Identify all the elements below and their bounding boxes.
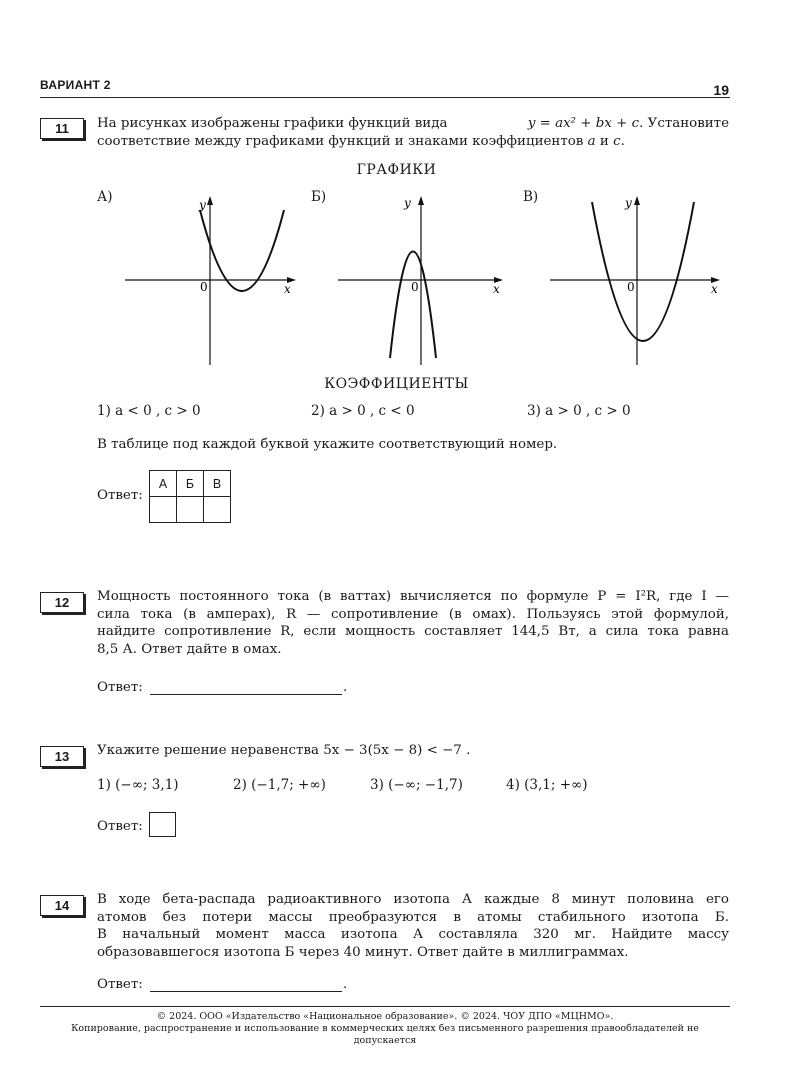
coef-option-2: 2) a > 0 , c < 0 (311, 403, 415, 419)
footer-notice: Копирование, распространение и использование в коммерческих целях без письменного разрешения правообладателей не допускается (71, 1023, 699, 1046)
q13-option-4: 4) (3,1; +∞) (506, 777, 588, 793)
answer-header-a: А (150, 471, 177, 497)
q13-option-3: 3) (−∞; −1,7) (370, 777, 463, 793)
q14-line-3: В начальный момент масса изотопа А составляла 320 мг. Найдите массу (97, 927, 729, 942)
q12-line-2: сила тока (в амперах), R — сопротивление (в омах). Пользуясь этой формулой, (97, 606, 729, 622)
answer-header-b: Б (177, 471, 204, 497)
answer-cell-c[interactable] (204, 497, 231, 523)
q12-line-3: найдите сопротивление R, если мощность составляет 144,5 Вт, а сила тока равна (97, 624, 729, 639)
q11-answer-label: Ответ: (97, 488, 143, 503)
q11-coef-c: c (613, 133, 621, 149)
q12-answer-label: Ответ: (97, 680, 143, 695)
q14-line-1: В ходе бета-распада радиоактивного изотопа А каждые 8 минут половина его (97, 892, 729, 907)
graph-c-origin: 0 (627, 280, 635, 294)
footer-divider (40, 1006, 730, 1007)
coefficients-heading: КОЭФФИЦИЕНТЫ (324, 376, 469, 392)
q14-line-4: образовавшегося изотопа Б через 40 минут. Ответ дайте в миллиграммах. (97, 944, 629, 960)
graph-c-y-arrow (634, 196, 640, 205)
q11-answer-table (149, 470, 231, 523)
question-number-13: 13 (40, 746, 84, 767)
graph-a-y-label: y (199, 198, 206, 212)
q13-answer-box[interactable] (149, 812, 176, 837)
q13-text: Укажите решение неравенства 5x − 3(5x − 8) < −7 . (97, 743, 471, 758)
graph-c (545, 190, 725, 370)
graph-c-x-label: x (711, 282, 718, 296)
graph-a (120, 190, 300, 370)
page-number: 19 (713, 82, 729, 98)
coef-option-1: 1) a < 0 , c > 0 (97, 403, 201, 419)
q11-text-line2: соответствие между графиками функций и знаками коэффициентов (97, 133, 584, 149)
q14-answer-label: Ответ: (97, 977, 143, 992)
question-number-14: 14 (40, 895, 84, 916)
footer-copyright: © 2024. ООО «Издательство «Национальное образование». © 2024. ЧОУ ДПО «МЦНМО». (156, 1011, 614, 1022)
q14-answer-period: . (343, 977, 348, 992)
graph-b-origin: 0 (411, 280, 419, 294)
variant-title: ВАРИАНТ 2 (40, 78, 111, 92)
graph-a-x-label: x (284, 282, 291, 296)
header-divider (40, 97, 730, 98)
q12-text (97, 588, 729, 658)
q14-answer-line[interactable] (150, 991, 342, 992)
q13-answer-label: Ответ: (97, 819, 143, 834)
graph-b-parabola (390, 252, 436, 359)
coef-option-3: 3) a > 0 , c > 0 (527, 403, 631, 419)
graph-b-y-arrow (418, 196, 424, 205)
q12-answer-period: . (343, 680, 348, 695)
q12-answer-line[interactable] (150, 694, 342, 695)
q13-option-2: 2) (−1,7; +∞) (233, 777, 326, 793)
answer-header-c: В (204, 471, 231, 497)
q13-option-1: 1) (−∞; 3,1) (97, 777, 179, 793)
graphs-heading: ГРАФИКИ (356, 162, 437, 178)
q11-text-line1: На рисунках изображены графики функций вида (97, 116, 448, 131)
q11-instruction: В таблице под каждой буквой укажите соответствующий номер. (97, 437, 558, 452)
graph-c-y-label: y (625, 196, 632, 210)
q14-line-2: атомов без потери массы преобразуются в атомы стабильного изотопа Б. (97, 909, 729, 925)
graph-a-origin: 0 (200, 280, 208, 294)
q11-text: На рисунках изображены графики функций вида y = ax² + bx + c. Установите соответствие между графиками функций и знаками коэффициентов a и c. (97, 116, 729, 149)
graph-b-x-label: x (493, 282, 500, 296)
answer-cell-b[interactable] (177, 497, 204, 523)
question-number-12: 12 (40, 592, 84, 613)
graph-b-label: Б) (311, 189, 327, 205)
q14-text (97, 891, 729, 961)
q12-line-1: Мощность постоянного тока (в ваттах) вычисляется по формуле P = I²R, где I — (97, 589, 729, 604)
graph-c-parabola (592, 202, 694, 341)
graph-b (333, 190, 513, 370)
answer-cell-a[interactable] (150, 497, 177, 523)
q11-and: и (599, 133, 609, 149)
q11-coef-a: a (587, 133, 596, 149)
graph-c-label: В) (523, 189, 539, 205)
graph-b-y-label: y (404, 196, 411, 210)
question-number-11: 11 (40, 118, 84, 139)
graph-a-label: А) (97, 189, 113, 205)
q12-line-4: 8,5 А. Ответ дайте в омах. (97, 641, 282, 657)
q11-formula: y = ax² + bx + c (527, 116, 640, 131)
q11-text-line1-end: . Установите (639, 116, 729, 131)
graph-a-parabola (200, 210, 284, 291)
graph-a-y-arrow (207, 196, 213, 205)
